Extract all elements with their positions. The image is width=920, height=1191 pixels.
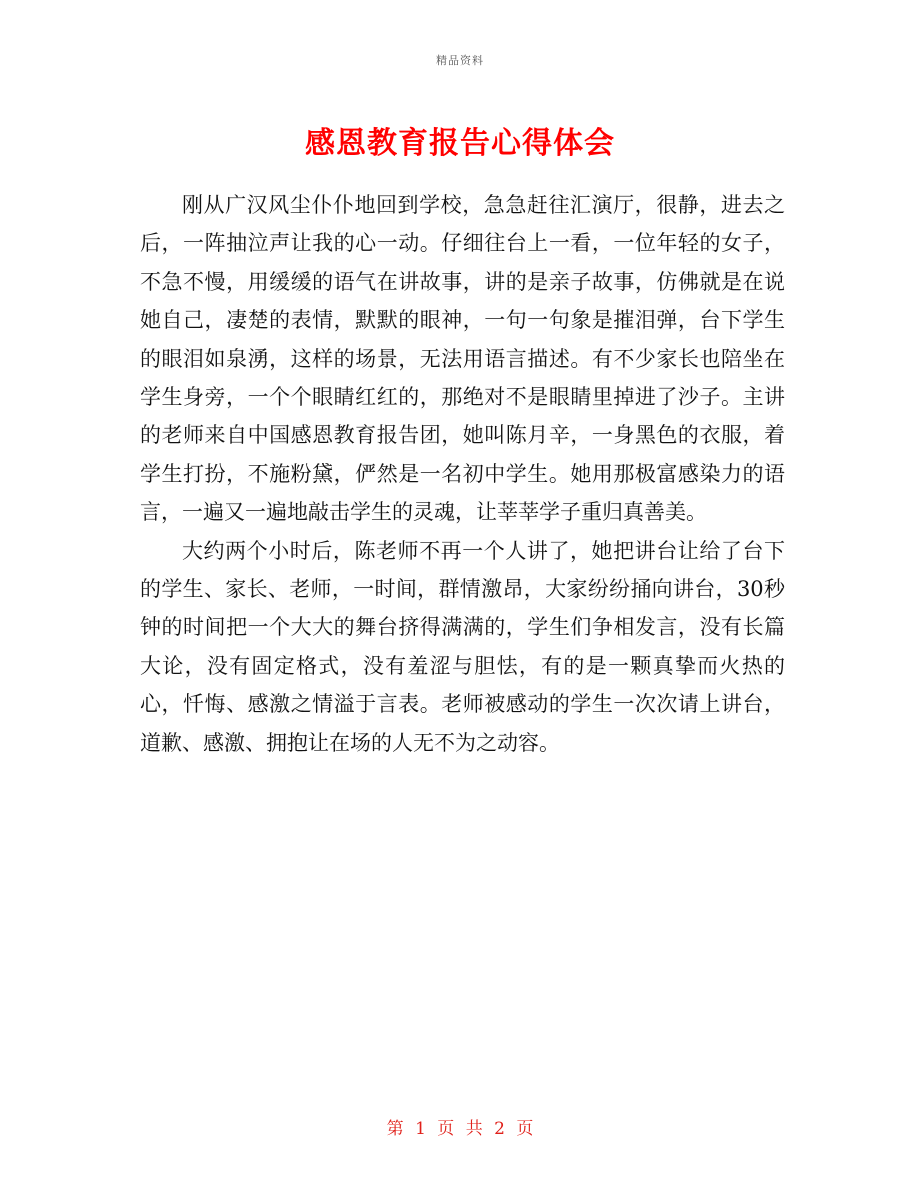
paragraph-2: 大约两个小时后，陈老师不再一个人讲了，她把讲台让给了台下的学生、家长、老师，一时间，群情激昂，大家纷纷捅向讲台，30秒钟的时间把一个大大的舞台挤得满满的，学生们争相发言，没有长篇大论，没有固定格式，没有羞涩与胆怯，有的是一颗真挚而火热的心，忏悔、感激之情溢于言表。老师被感动的学生一次次请上讲台，道歉、感激、拥抱让在场的人无不为之动容。 [140, 538, 785, 755]
page-header: 精品资料 [436, 54, 484, 67]
document-title: 感恩教育报告心得体会 [305, 126, 615, 161]
document-body [140, 186, 785, 762]
page-footer: 第 1 页 共 2 页 [386, 1119, 534, 1139]
paragraph-1: 刚从广汉风尘仆仆地回到学校，急急赶往汇演厅，很静，进去之后，一阵抽泣声让我的心一动。仔细往台上一看，一位年轻的女子，不急不慢，用缓缓的语气在讲故事，讲的是亲子故事，仿佛就是在说她自己，凄楚的表情，默默的眼神，一句一句象是摧泪弹，台下学生的眼泪如泉湧，这样的场景，无法用语言描述。有不少家长也陪坐在学生身旁，一个个眼睛红红的，那绝对不是眼睛里掉进了沙子。主讲的老师来自中国感恩教育报告团，她叫陈月辛，一身黑色的衣服，着学生打扮，不施粉黛，俨然是一名初中学生。她用那极富感染力的语言，一遍又一遍地敲击学生的灵魂，让莘莘学子重归真善美。 [140, 193, 785, 525]
